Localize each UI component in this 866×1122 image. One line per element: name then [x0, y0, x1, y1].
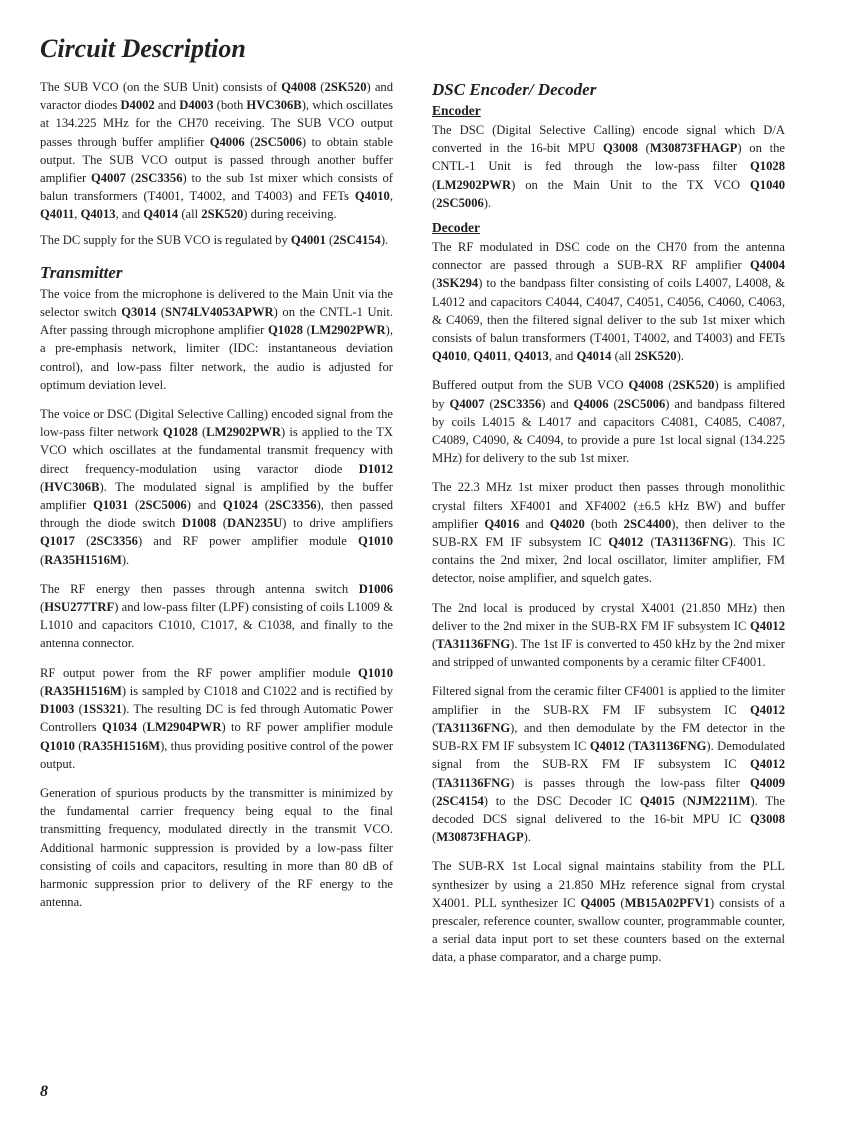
part-number: HVC306B	[44, 479, 100, 494]
part-number: Q4010	[432, 349, 467, 364]
part-number: 2SC4400	[623, 516, 672, 531]
part-number: Q1028	[267, 323, 303, 338]
part-number: TA31136FNG	[654, 535, 729, 550]
part-number: TA31136FNG	[436, 720, 511, 735]
part-number: 2SC4154	[436, 793, 484, 808]
encoder-paragraph: The DSC (Digital Selective Calling) encode signal which D/A converted in the 16-bit MPU Q3008 (M30873FHAGP) on the CNTL-1 Unit is fed through the low-pass filter Q1028 (LM2902PWR) on the Main Unit to the TX VCO Q1040 (2SC5006).	[432, 123, 786, 210]
decoder-paragraph-1: The RF modulated in DSC code on the CH70 from the antenna connector are passed through a SUB-RX RF amplifier Q4004 (3SK294) to the bandpass filter consisting of coils L4007, L4008, & L4012 and capacitors C4044, C4047, C4051, C4056, C4060, C4063, & C4069, then the filtered signal deliver to the sub 1st mixer which consists of balun transformers (T4001, T4002, and T4003) and FETs Q4010, Q4011, Q4013, and Q4014 (all 2SK520).	[432, 240, 785, 364]
encoder-heading: Encoder	[432, 103, 481, 118]
part-number: 2SK520	[324, 80, 367, 94]
part-number: Q1010	[358, 665, 393, 680]
part-number: Q4014	[576, 349, 612, 364]
part-number: D1008	[181, 516, 217, 531]
part-number: Q4012	[750, 618, 785, 633]
decoder-paragraph-6: The SUB-RX 1st Local signal maintains stability from the PLL synthesizer by using a 21.850 MHz reference signal from crystal X4001. PLL synthesizer IC Q4005 (MB15A02PFV1) consists of a prescaler, reference counter, swallow counter, programmable counter, a serial data input port to set these counters based on the external data, a phase comparator, and a charge pump.	[432, 859, 785, 965]
part-number: 2SC3356	[90, 534, 138, 549]
part-number: TA31136FNG	[632, 739, 707, 754]
decoder-paragraph-3: The 22.3 MHz 1st mixer product then passes through monolithic crystal filters XF4001 and XF4002 (±6.5 kHz BW) and buffer amplifier Q4016 and Q4020 (both 2SC4400), then deliver to the SUB-RX FM IF subsystem IC Q4012 (TA31136FNG). This IC contains the 2nd mixer, 2nd local oscillator, limiter amplifier, FM detector, noise amplifier, and squelch gates.	[432, 480, 786, 586]
part-number: Q4010	[354, 189, 390, 204]
part-number: Q4016	[484, 516, 520, 531]
decoder-paragraph-5: Filtered signal from the ceramic filter CF4001 is applied to the limiter amplifier in the SUB-RX FM IF subsystem IC Q4012 (TA31136FNG), and then demodulate by the FM detector in the SUB-RX FM IF subsystem IC Q4012 (TA31136FNG). Demodulated signal from the SUB-RX FM IF subsystem IC Q4012 (TA31136FNG) is passes through the low-pass filter Q4009 (2SC4154) to the DSC Decoder IC Q4015 (NJM2211M). The decoded DCS signal delivered to the 16-bit MPU IC Q3008 (M30873FHAGP).	[432, 684, 786, 845]
part-number: Q1040	[750, 177, 785, 192]
part-number: 3SK294	[436, 276, 479, 291]
part-number: HVC306B	[246, 98, 302, 113]
page-number: 8	[40, 1083, 48, 1100]
part-number: Q4009	[750, 775, 785, 790]
part-number: Q1028	[750, 159, 785, 174]
part-number: 1SS321	[82, 702, 122, 717]
part-number: Q1031	[93, 498, 129, 513]
part-number: HSU277TRF	[44, 600, 115, 615]
part-number: Q4013	[80, 207, 116, 222]
part-number: Q4008	[281, 80, 317, 94]
part-number: 2SC3356	[493, 396, 542, 411]
page-title: Circuit Description	[40, 34, 246, 63]
transmitter-heading: Transmitter	[40, 262, 123, 282]
transmitter-paragraph-5: Generation of spurious products by the transmitter is minimized by the fundamental carrier frequency being equal to the final transmitting frequency, modulated directly in the transmit VCO. Additional harmonic suppression is provided by a low-pass filter consisting of coils and capacitors, resulting in more than 80 dB of harmonic suppression prior to delivery of the RF energy to the antenna.	[40, 785, 393, 910]
part-number: Q4011	[473, 349, 508, 364]
part-number: 2SK520	[672, 378, 715, 393]
part-number: Q4007	[90, 171, 126, 186]
part-number: M30873FHAGP	[649, 141, 738, 156]
part-number: Q1010	[40, 738, 75, 753]
part-number: 2SC4154	[333, 232, 381, 247]
part-number: LM2904PWR	[146, 720, 222, 735]
part-number: Q3014	[121, 305, 157, 320]
transmitter-paragraph-4: RF output power from the RF power amplifier module Q1010 (RA35H1516M) is sampled by C1018 and C1022 and is rectified by D1003 (1SS321). The resulting DC is fed through Automatic Power Controllers Q1034 (LM2904PWR) to RF power amplifier module Q1010 (RA35H1516M), thus providing positive control of the power output.	[40, 665, 394, 771]
part-number: Q1034	[102, 720, 138, 735]
part-number: Q4013	[513, 349, 549, 364]
part-number: Q3008	[602, 141, 638, 156]
dc-supply-paragraph: The DC supply for the SUB VCO is regulated by Q4001 (2SC4154).	[40, 232, 389, 247]
part-number: LM2902PWR	[436, 177, 512, 192]
part-number: RA35H1516M	[44, 683, 122, 698]
decoder-heading: Decoder	[432, 220, 480, 236]
part-number: MB15A02PFV1	[624, 895, 710, 910]
part-number: D4003	[179, 98, 214, 113]
part-number: Q4012	[589, 739, 625, 754]
part-number: Q4006	[209, 134, 245, 149]
part-number: M30873FHAGP	[436, 830, 524, 845]
part-number: Q4012	[608, 535, 644, 550]
part-number: RA35H1516M	[44, 552, 122, 567]
part-number: 2SC5006	[436, 195, 484, 210]
part-number: DAN235U	[226, 516, 283, 531]
part-number: 2SC5006	[254, 134, 302, 149]
transmitter-paragraph-1: The voice from the microphone is delivered to the Main Unit via the selector switch Q3014 (SN74LV4053APWR) on the CNTL-1 Unit. After passing through microphone amplifier Q1028 (LM2902PWR), a pre-emphasis network, limiter (IDC: instantaneous deviation control), and low-pass filter network, the audio is adjusted for optimum deviation level.	[40, 286, 393, 392]
part-number: Q4001	[290, 232, 326, 247]
part-number: D1003	[40, 702, 75, 717]
part-number: 2SC3356	[269, 498, 317, 513]
part-number: Q4011	[40, 207, 75, 222]
part-number: Q4014	[143, 207, 179, 222]
part-number: Q4008	[628, 378, 664, 393]
part-number: Q4007	[449, 396, 485, 411]
part-number: Q4015	[639, 793, 675, 808]
part-number: 2SK520	[201, 207, 244, 222]
part-number: Q1017	[40, 534, 75, 549]
part-number: Q4012	[750, 702, 785, 717]
part-number: Q1028	[162, 425, 198, 440]
part-number: LM2902PWR	[206, 425, 282, 440]
part-number: D4002	[120, 98, 155, 113]
part-number: Q4020	[549, 516, 585, 531]
transmitter-paragraph-3: The RF energy then passes through antenna switch D1006 (HSU277TRF) and low-pass filter (LPF) consisting of coils L1009 & L1010 and capacitors C1010, C1017, & C1038, and finally to the antenna connector.	[40, 581, 393, 651]
part-number: Q4005	[580, 895, 616, 910]
part-number: Q4004	[750, 258, 785, 273]
part-number: 2SC3356	[134, 171, 183, 186]
decoder-paragraph-4: The 2nd local is produced by crystal X4001 (21.850 MHz) then deliver to the 2nd mixer in the SUB-RX FM IF subsystem IC Q4012 (TA31136FNG). The 1st IF is converted to 450 kHz by the 2nd mixer and stripped of unwanted components by a ceramic filter CF4001.	[432, 600, 785, 670]
part-number: 2SK520	[634, 349, 677, 364]
part-number: NJM2211M	[686, 793, 751, 808]
part-number: Q4006	[573, 396, 609, 411]
dsc-heading: DSC Encoder/ Decoder	[432, 80, 597, 99]
sub-vco-paragraph: The SUB VCO (on the SUB Unit) consists of Q4008 (2SK520) and varactor diodes D4002 and D4003 (both HVC306B), which oscillates at 134.225 MHz for the CH70 receiving. The SUB VCO output passes through buffer amplifier Q4006 (2SC5006) to obtain stable output. The SUB VCO output is passed through another buffer amplifier Q4007 (2SC3356) to the sub 1st mixer which consists of balun transformers (T4001, T4002, and T4003) and FETs Q4010, Q4011, Q4013, and Q4014 (all 2SK520) during receiving.	[40, 80, 394, 222]
part-number: Q3008	[750, 811, 785, 826]
decoder-paragraph-2: Buffered output from the SUB VCO Q4008 (2SK520) is amplified by Q4007 (2SC3356) and Q4006 (2SC5006) and bandpass filtered by coils L4015 & L4017 and capacitors C4081, C4085, C4087, C4089, C4090, & C4094, to provide a pure 1st local signal (134.225 MHz) for delivery to the sub 1st mixer.	[432, 378, 785, 466]
part-number: D1012	[358, 461, 393, 476]
transmitter-paragraph-2: The voice or DSC (Digital Selective Calling) encoded signal from the low-pass filter network Q1028 (LM2902PWR) is applied to the TX VCO which oscillates at the fundamental transmit frequency with direct frequency-modulation using varactor diode D1012 (HVC306B). The modulated signal is amplified by the buffer amplifier Q1031 (2SC5006) and Q1024 (2SC3356), then passed through the diode switch D1008 (DAN235U) to drive amplifiers Q1017 (2SC3356) and RF power amplifier module Q1010 (RA35H1516M).	[40, 407, 394, 567]
left-column	[40, 78, 393, 922]
right-column	[432, 80, 785, 978]
part-number: LM2902PWR	[310, 323, 386, 338]
part-number: Q1010	[358, 534, 394, 549]
part-number: 2SC5006	[139, 498, 187, 513]
part-number: SN74LV4053APWR	[164, 305, 274, 320]
part-number: TA31136FNG	[436, 775, 511, 790]
part-number: D1006	[358, 581, 393, 596]
part-number: RA35H1516M	[82, 738, 161, 753]
part-number: 2SC5006	[617, 396, 666, 411]
part-number: TA31136FNG	[436, 637, 511, 652]
part-number: Q4012	[750, 757, 785, 772]
part-number: Q1024	[222, 498, 258, 513]
